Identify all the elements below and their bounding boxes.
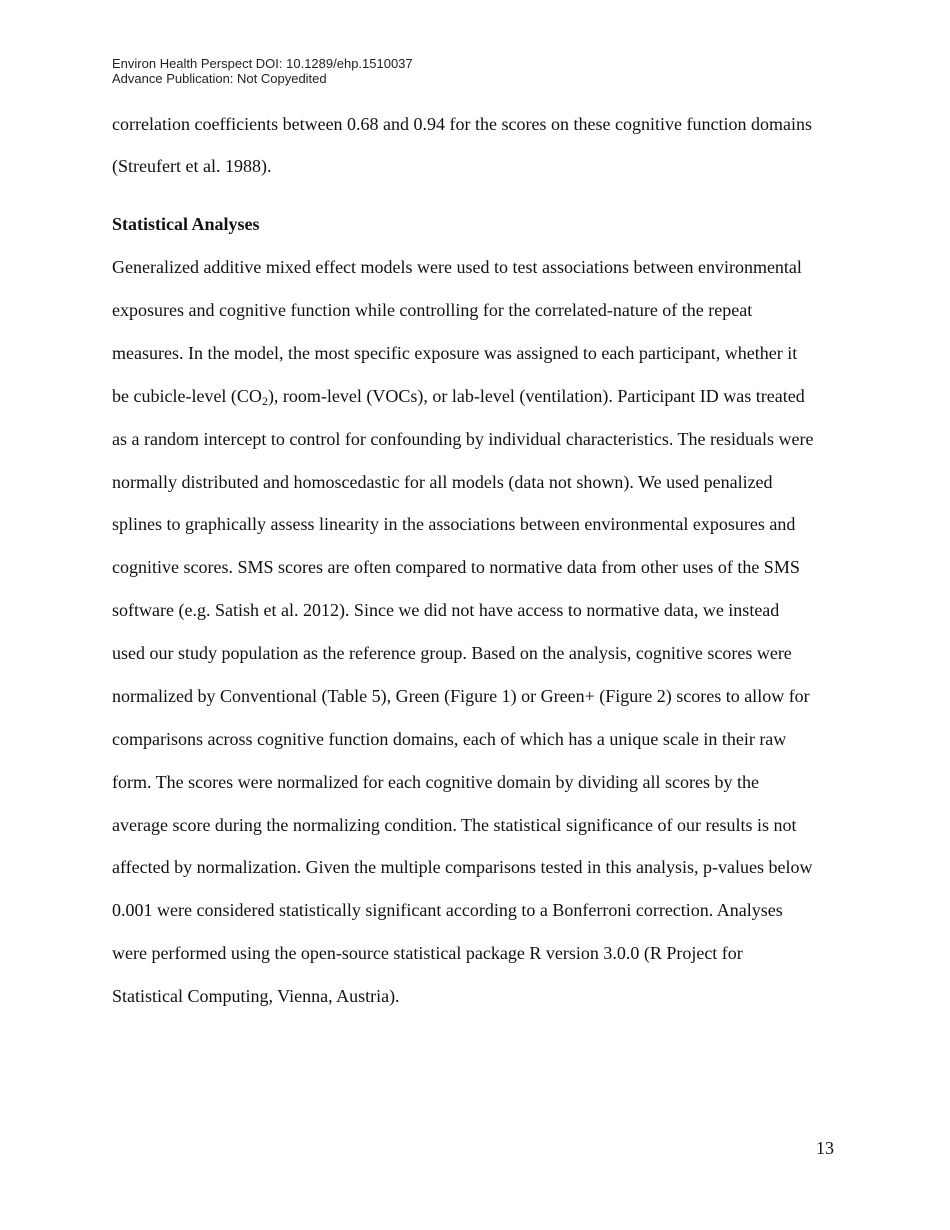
paragraph-line: normalized by Conventional (Table 5), Green (Figure 1) or Green+ (Figure 2) scores to allow for: [112, 686, 810, 706]
co2-subscript: 2: [261, 394, 268, 408]
journal-doi-line: Environ Health Perspect DOI: 10.1289/ehp.1510037: [112, 56, 413, 71]
paragraph-line: were performed using the open-source statistical package R version 3.0.0 (R Project for: [112, 943, 743, 963]
paragraph-line-co2: [112, 384, 805, 408]
section-heading: Statistical Analyses: [112, 214, 260, 234]
paragraph-line: correlation coefficients between 0.68 and 0.94 for the scores on these cognitive function domains: [112, 114, 812, 134]
co2-line-after: ), room-level (VOCs), or lab-level (ventilation). Participant ID was treated: [267, 386, 805, 406]
paragraph-line: normally distributed and homoscedastic for all models (data not shown). We used penalized: [112, 472, 773, 492]
paragraph-line: cognitive scores. SMS scores are often compared to normative data from other uses of the SMS: [112, 557, 800, 577]
paragraph-line: 0.001 were considered statistically significant according to a Bonferroni correction. Analyses: [112, 900, 783, 920]
paragraph-line: form. The scores were normalized for each cognitive domain by dividing all scores by the: [112, 772, 759, 792]
paragraph-line: affected by normalization. Given the multiple comparisons tested in this analysis, p-values below: [112, 857, 813, 877]
paragraph-line: software (e.g. Satish et al. 2012). Since we did not have access to normative data, we instead: [112, 600, 780, 620]
paragraph-line: comparisons across cognitive function domains, each of which has a unique scale in their raw: [112, 729, 787, 749]
paragraph-line: average score during the normalizing condition. The statistical significance of our results is not: [112, 815, 797, 835]
paragraph-line: measures. In the model, the most specific exposure was assigned to each participant, whether it: [112, 343, 798, 363]
paragraph-line: used our study population as the reference group. Based on the analysis, cognitive scores were: [112, 643, 792, 663]
paragraph-line: exposures and cognitive function while controlling for the correlated-nature of the repeat: [112, 300, 753, 320]
publication-status-line: Advance Publication: Not Copyedited: [112, 71, 327, 86]
paragraph-line: as a random intercept to control for confounding by individual characteristics. The residuals were: [112, 429, 814, 449]
co2-line-before: be cubicle-level (CO: [112, 386, 262, 406]
running-header: [112, 56, 413, 86]
page-number: 13: [816, 1138, 834, 1158]
paragraph-line: Generalized additive mixed effect models were used to test associations between environmental: [112, 257, 802, 277]
paragraph-line: (Streufert et al. 1988).: [112, 156, 272, 176]
paragraph-line: Statistical Computing, Vienna, Austria).: [112, 986, 400, 1006]
paragraph-line: splines to graphically assess linearity in the associations between environmental exposures and: [112, 514, 796, 534]
